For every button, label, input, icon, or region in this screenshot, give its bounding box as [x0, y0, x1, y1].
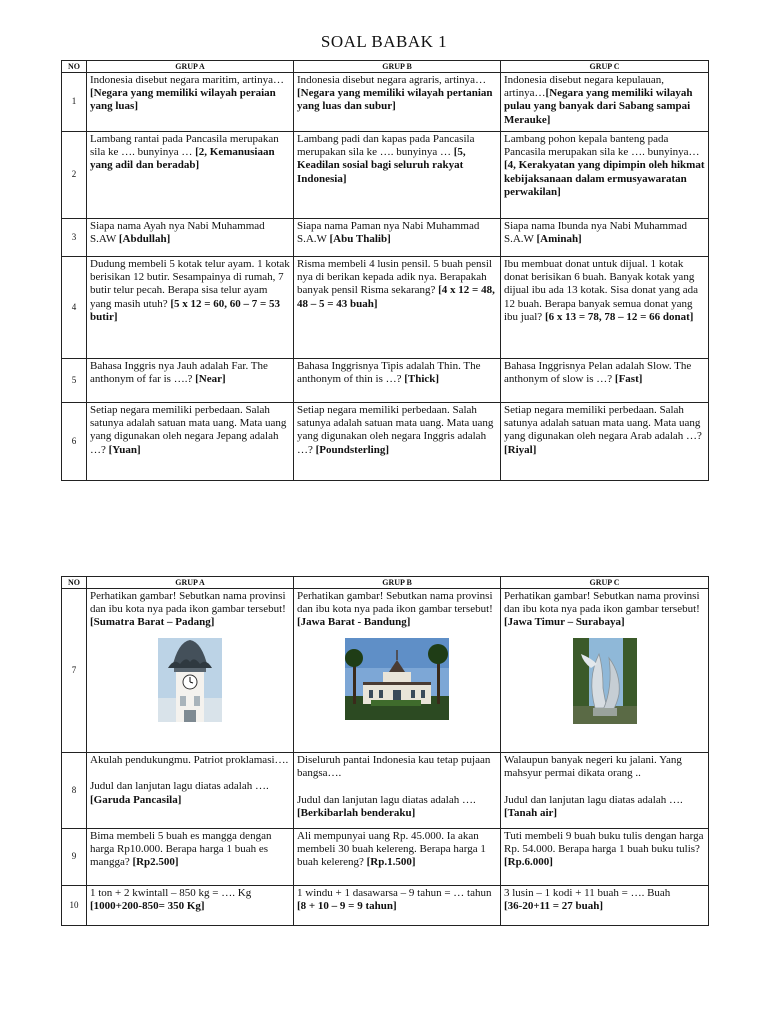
question-table-2	[61, 576, 709, 926]
question-text: Setiap negara memiliki perbedaan. Salah satunya adalah satuan mata uang. Mata uang yang digunakan oleh negara Arab adalah …?	[504, 404, 702, 443]
gedung-sate-icon	[345, 638, 449, 720]
row-number: 7	[62, 589, 87, 753]
row-number: 4	[62, 257, 87, 359]
question-cell-c	[501, 753, 709, 829]
row-number: 5	[62, 359, 87, 403]
table-header-row	[62, 61, 709, 73]
question-text: Risma membeli 4 lusin pensil. 5 buah pensil nya di berikan kepada adik nya. Berapakah banyak pensil Risma sekarang?	[297, 258, 492, 297]
answer-text: [Berkibarlah benderaku]	[297, 806, 416, 819]
question-cell-b	[294, 132, 501, 219]
answer-text: [5 x 12 = 60, 60 – 7 = 53 butir]	[90, 297, 281, 323]
answer-text: [Negara yang memiliki wilayah peraian yang luas]	[90, 87, 276, 113]
question-cell-c	[501, 257, 709, 359]
question-cell-c	[501, 403, 709, 481]
question-text: Indonesia disebut negara maritim, artinya…	[90, 74, 284, 86]
header-grup-a: GRUP A	[87, 61, 294, 73]
question-text: Lambang padi dan kapas pada Pancasila merupakan sila ke …. bunyinya …	[297, 133, 475, 159]
question-cell-b	[294, 886, 501, 926]
question-cell-b	[294, 829, 501, 886]
question-text: Bahasa Inggrisnya Tipis adalah Thin. The anthonym of thin is …?	[297, 360, 481, 386]
answer-text: [Rp.1.500]	[366, 856, 416, 869]
question-text: Perhatikan gambar! Sebutkan nama provinsi dan ibu kota nya pada ikon gambar tersebut!	[90, 590, 286, 616]
row-number: 6	[62, 403, 87, 481]
question-cell-c	[501, 829, 709, 886]
header-no: NO	[62, 61, 87, 73]
row-number: 8	[62, 753, 87, 829]
table-row	[62, 403, 709, 481]
question-cell-c	[501, 219, 709, 257]
question-cell-a	[87, 257, 294, 359]
question-cell-a	[87, 589, 294, 753]
question-text: Bahasa Inggrisnya Pelan adalah Slow. The anthonym of slow is …?	[504, 360, 692, 386]
question-text: Tuti membeli 9 buah buku tulis dengan harga Rp. 54.000. Berapa harga 1 buah buku tulis?	[504, 830, 704, 856]
answer-text: [Tanah air]	[504, 806, 558, 819]
question-text: Akulah pendukungmu. Patriot proklamasi…. Judul dan lanjutan lagu diatas adalah ….	[90, 754, 289, 793]
question-text: Dudung membeli 5 kotak telur ayam. 1 kotak berisikan 12 butir. Sesampainya di rumah, 7 butir telur pecah. Berapa sisa telur ayam yang masih utuh?	[90, 258, 290, 310]
question-cell-c	[501, 73, 709, 132]
question-cell-a	[87, 359, 294, 403]
question-cell-a	[87, 753, 294, 829]
sura-buaya-statue-icon	[573, 638, 637, 724]
table-row	[62, 589, 709, 753]
question-text: 3 lusin – 1 kodi + 11 buah = …. Buah	[504, 887, 671, 899]
row-number: 3	[62, 219, 87, 257]
question-text: Lambang pohon kepala banteng pada Pancasila merupakan sila ke …. bunyinya…	[504, 133, 700, 159]
question-cell-a	[87, 132, 294, 219]
question-cell-b	[294, 753, 501, 829]
question-table-1	[61, 60, 709, 481]
question-cell-b	[294, 359, 501, 403]
answer-text: [36-20+11 = 27 buah]	[504, 900, 604, 913]
question-cell-a	[87, 73, 294, 132]
question-cell-c	[501, 359, 709, 403]
answer-text: [Fast]	[614, 373, 643, 386]
question-cell-a	[87, 403, 294, 481]
question-text: Bima membeli 5 buah es mangga dengan harga Rp10.000. Berapa harga 1 buah es mangga?	[90, 830, 272, 869]
question-text: Indonesia disebut negara kepulauan, artinya…	[504, 74, 665, 100]
table-row	[62, 886, 709, 926]
question-text: 1 windu + 1 dasawarsa – 9 tahun = … tahun	[297, 887, 492, 899]
answer-text: [Abu Thalib]	[329, 233, 391, 246]
question-cell-a	[87, 886, 294, 926]
header-grup-c: GRUP C	[501, 61, 709, 73]
question-text: Siapa nama Paman nya Nabi Muhammad S.A.W	[297, 220, 480, 246]
table-row	[62, 73, 709, 132]
table-row	[62, 829, 709, 886]
question-cell-b	[294, 73, 501, 132]
question-text: Setiap negara memiliki perbedaan. Salah satunya adalah satuan mata uang. Mata uang yang digunakan oleh negara Inggris adalah …?	[297, 404, 494, 456]
answer-text: [Jawa Barat - Bandung]	[297, 616, 411, 629]
answer-text: [Poundsterling]	[315, 443, 389, 456]
answer-text: [Aminah]	[536, 233, 582, 246]
table-row	[62, 257, 709, 359]
question-text: Ali mempunyai uang Rp. 45.000. Ia akan membeli 30 buah kelereng. Berapa harga 1 buah kelereng?	[297, 830, 486, 869]
question-text: Siapa nama Ayah nya Nabi Muhammad S.AW	[90, 220, 265, 246]
question-text: Perhatikan gambar! Sebutkan nama provinsi dan ibu kota nya pada ikon gambar tersebut!	[297, 590, 493, 616]
header-grup-b: GRUP B	[294, 61, 501, 73]
answer-text: [Negara yang memiliki wilayah pertanian yang luas dan subur]	[297, 87, 493, 113]
row-number: 2	[62, 132, 87, 219]
question-text: Siapa nama Ibunda nya Nabi Muhammad S.A.W	[504, 220, 687, 246]
question-text: Perhatikan gambar! Sebutkan nama provinsi dan ibu kota nya pada ikon gambar tersebut!	[504, 590, 700, 616]
question-text: Indonesia disebut negara agraris, artinya…	[297, 74, 487, 86]
answer-text: [Rp2.500]	[132, 856, 179, 869]
answer-text: [4, Kerakyatan yang dipimpin oleh hikmat kebijaksanaan dalam ermusyawaratan perwakilan]	[504, 159, 705, 198]
answer-text: [Yuan]	[108, 443, 141, 456]
question-cell-a	[87, 829, 294, 886]
row-number: 9	[62, 829, 87, 886]
answer-text: [1000+200-850= 350 Kg]	[90, 900, 205, 913]
header-grup-b: GRUP B	[294, 577, 501, 589]
answer-text: [Sumatra Barat – Padang]	[90, 616, 215, 629]
answer-text: [Riyal]	[504, 443, 537, 456]
answer-text: [Abdullah]	[118, 233, 171, 246]
page-title: SOAL BABAK 1	[320, 32, 448, 51]
answer-text: [Rp.6.000]	[504, 856, 553, 869]
row-number: 10	[62, 886, 87, 926]
question-cell-b	[294, 257, 501, 359]
answer-text: [Thick]	[404, 373, 440, 386]
answer-text: [Near]	[195, 373, 226, 386]
table-row	[62, 219, 709, 257]
question-text: Bahasa Inggris nya Jauh adalah Far. The anthonym of far is ….?	[90, 360, 268, 386]
answer-text: [4 x 12 = 48, 48 – 5 = 43 buah]	[297, 284, 495, 310]
table-row	[62, 132, 709, 219]
table-row	[62, 753, 709, 829]
header-grup-c: GRUP C	[501, 577, 709, 589]
question-text: Walaupun banyak negeri ku jalani. Yang mahsyur permai dikata orang .. Judul dan lanjutan lagu diatas adalah ….	[504, 754, 683, 806]
jam-gadang-icon	[158, 638, 222, 722]
question-cell-a	[87, 219, 294, 257]
answer-text: [Jawa Timur – Surabaya]	[504, 616, 625, 629]
table-header-row	[62, 577, 709, 589]
row-number: 1	[62, 73, 87, 132]
question-text: Diseluruh pantai Indonesia kau tetap pujaan bangsa…. Judul dan lanjutan lagu diatas adalah ….	[297, 754, 491, 806]
header-grup-a: GRUP A	[87, 577, 294, 589]
answer-text: [Negara yang memiliki wilayah pulau yang banyak dari Sabang sampai Merauke]	[504, 87, 693, 126]
question-cell-b	[294, 403, 501, 481]
header-no: NO	[62, 577, 87, 589]
question-text: Ibu membuat donat untuk dijual. 1 kotak donat berisikan 6 buah. Banyak kotak yang dijual ibu ada 13 kotak. Sisa donat yang ada 12 buah. Berapa banyak semua donat yang ibu jual?	[504, 258, 698, 323]
answer-text: [8 + 10 – 9 = 9 tahun]	[297, 900, 397, 913]
question-cell-c	[501, 886, 709, 926]
answer-text: [2, Kemanusiaan yang adil dan beradab]	[90, 146, 275, 172]
question-cell-c	[501, 132, 709, 219]
question-text: Lambang rantai pada Pancasila merupakan sila ke …. bunyinya …	[90, 133, 279, 159]
question-cell-c	[501, 589, 709, 753]
answer-text: [6 x 13 = 78, 78 – 12 = 66 donat]	[544, 310, 694, 323]
question-text: Setiap negara memiliki perbedaan. Salah satunya adalah satuan mata uang. Mata uang yang digunakan oleh negara Jepang adalah …?	[90, 404, 287, 456]
question-cell-b	[294, 219, 501, 257]
table-row	[62, 359, 709, 403]
question-cell-b	[294, 589, 501, 753]
answer-text: [Garuda Pancasila]	[90, 793, 182, 806]
question-text: 1 ton + 2 kwintall – 850 kg = …. Kg	[90, 887, 252, 899]
answer-text: [5, Keadilan sosial bagi seluruh rakyat Indonesia]	[297, 146, 466, 185]
